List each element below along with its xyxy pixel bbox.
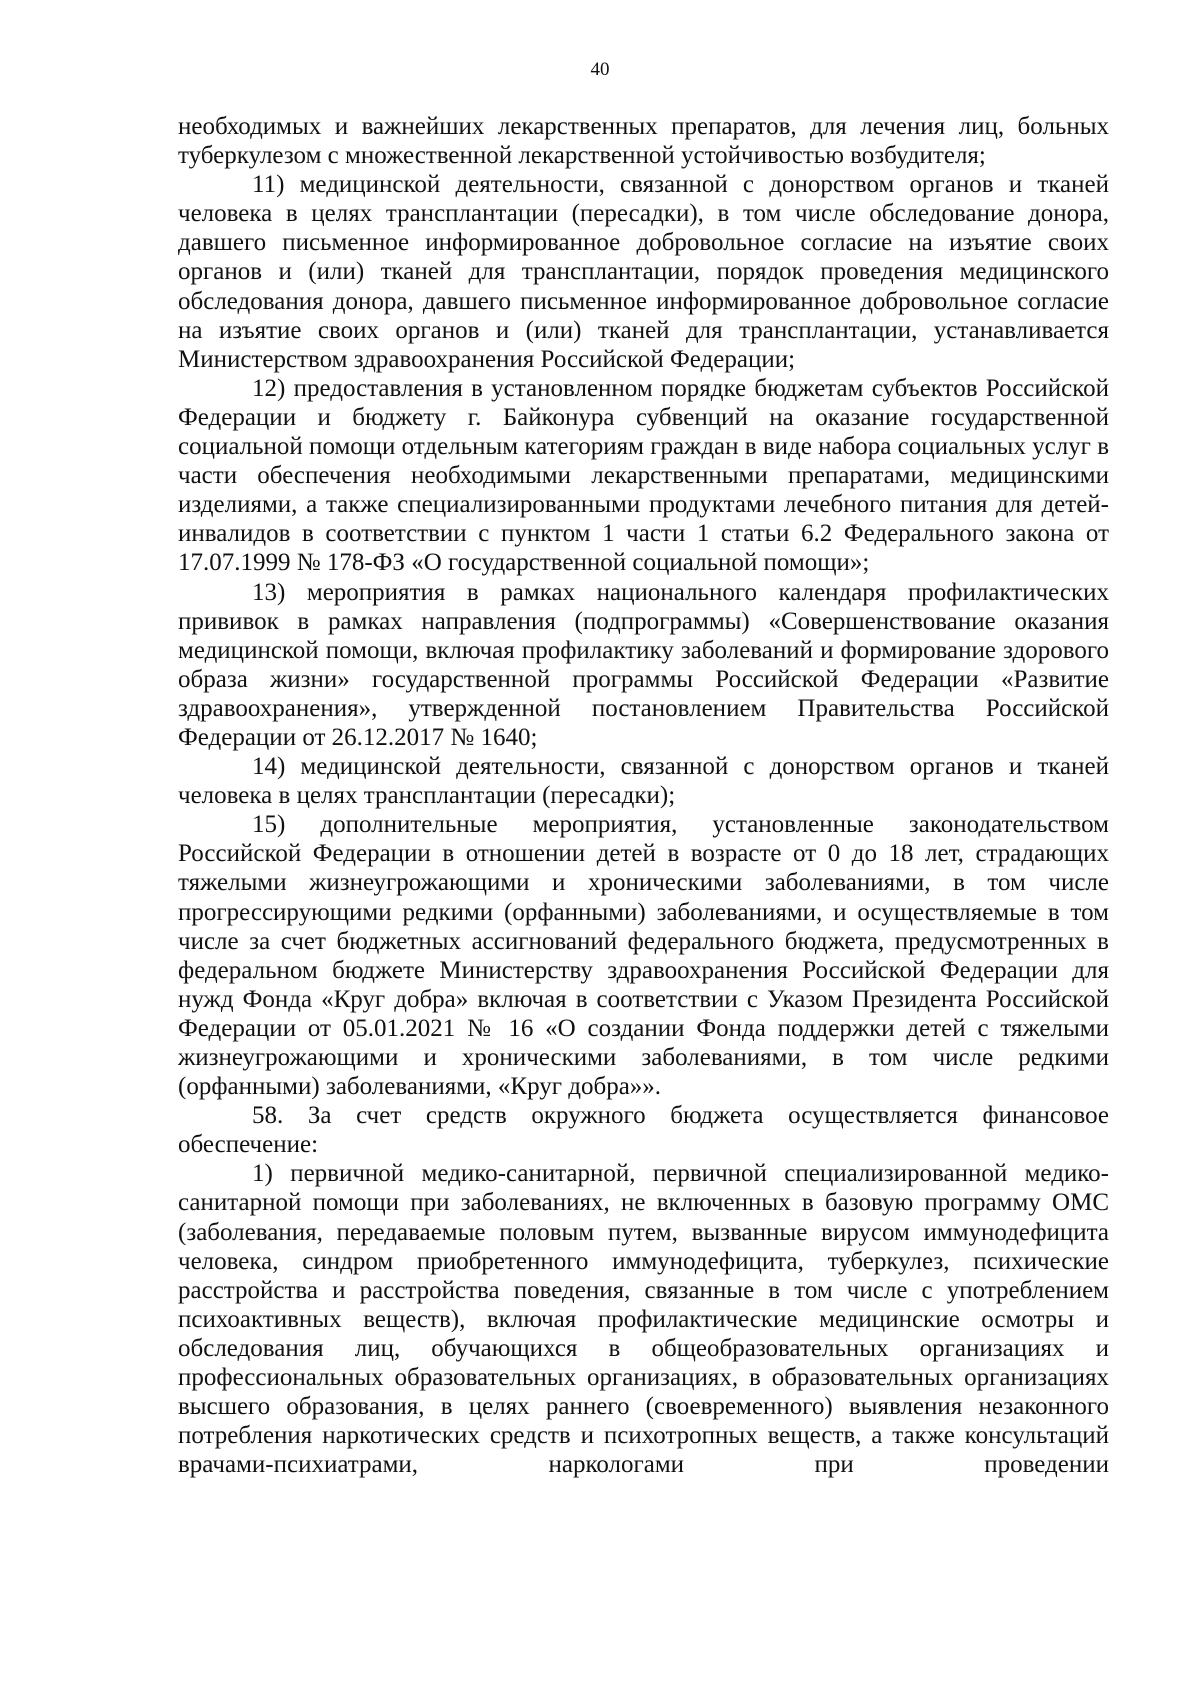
- paragraph-clause-58: 58. За счет средств окружного бюджета осуществляется финансовое обеспечение:: [178, 1102, 1109, 1159]
- paragraph-clause-58-item-1: 1) первичной медико-санитарной, первичной специализированной медико-санитарной помощи при заболеваниях, не включенных в базовую программу ОМС (заболевания, передаваемые половым путем, вызванные вирусом иммунодефицита человека, синдром приобретенного иммунодефицита, туберкулез, психические расстройства и расстройства поведения, связанные в том числе с употреблением психоактивных веществ), включая профилактические медицинские осмотры и обследования лиц, обучающихся в общеобразовательных организациях и профессиональных образовательных организациях, в образовательных организациях высшего образования, в целях раннего (своевременного) выявления незаконного потребления наркотических средств и психотропных веществ, а также консультаций врачами-психиатрами, наркологами при проведении: [178, 1160, 1109, 1479]
- page-number: 40: [590, 59, 610, 80]
- paragraph-item-12: 12) предоставления в установленном порядке бюджетам субъектов Российской Федерации и бюджету г. Байконура субвенций на оказание государственной социальной помощи отдельным категориям граждан в виде набора социальных услуг в части обеспечения необходимыми лекарственными препаратами, медицинскими изделиями, а также специализированными продуктами лечебного питания для детей-инвалидов в соответствии с пунктом 1 части 1 статьи 6.2 Федерального закона от 17.07.1999 № 178-ФЗ «О государственной социальной помощи»;: [178, 374, 1109, 577]
- paragraph-continuation: необходимых и важнейших лекарственных препаратов, для лечения лиц, больных туберкулезом с множественной лекарственной устойчивостью возбудителя;: [178, 113, 1109, 170]
- paragraph-item-15: 15) дополнительные мероприятия, установленные законодательством Российской Федерации в отношении детей в возрасте от 0 до 18 лет, страдающих тяжелыми жизнеугрожающими и хроническими заболеваниями, в том числе прогрессирующими редкими (орфанными) заболеваниями, и осуществляемые в том числе за счет бюджетных ассигнований федерального бюджета, предусмотренных в федеральном бюджете Министерству здравоохранения Российской Федерации для нужд Фонда «Круг добра» включая в соответствии с Указом Президента Российской Федерации от 05.01.2021 № 16 «О создании Фонда поддержки детей с тяжелыми жизнеугрожающими и хроническими заболеваниями, в том числе редкими (орфанными) заболеваниями, «Круг добра»».: [178, 811, 1109, 1101]
- paragraph-item-14: 14) медицинской деятельности, связанной с донорством органов и тканей человека в целях трансплантации (пересадки);: [178, 753, 1109, 810]
- document-body: [178, 112, 1109, 1479]
- paragraph-item-13: 13) мероприятия в рамках национального календаря профилактических прививок в рамках направления (подпрограммы) «Совершенствование оказания медицинской помощи, включая профилактику заболеваний и формирование здорового образа жизни» государственной программы Российской Федерации «Развитие здравоохранения», утвержденной постановлением Правительства Российской Федерации от 26.12.2017 № 1640;: [178, 578, 1109, 751]
- paragraph-item-11: 11) медицинской деятельности, связанной с донорством органов и тканей человека в целях трансплантации (пересадки), в том числе обследование донора, давшего письменное информированное добровольное согласие на изъятие своих органов и (или) тканей для трансплантации, порядок проведения медицинского обследования донора, давшего письменное информированное добровольное согласие на изъятие своих органов и (или) тканей для трансплантации, устанавливается Министерством здравоохранения Российской Федерации;: [178, 171, 1109, 373]
